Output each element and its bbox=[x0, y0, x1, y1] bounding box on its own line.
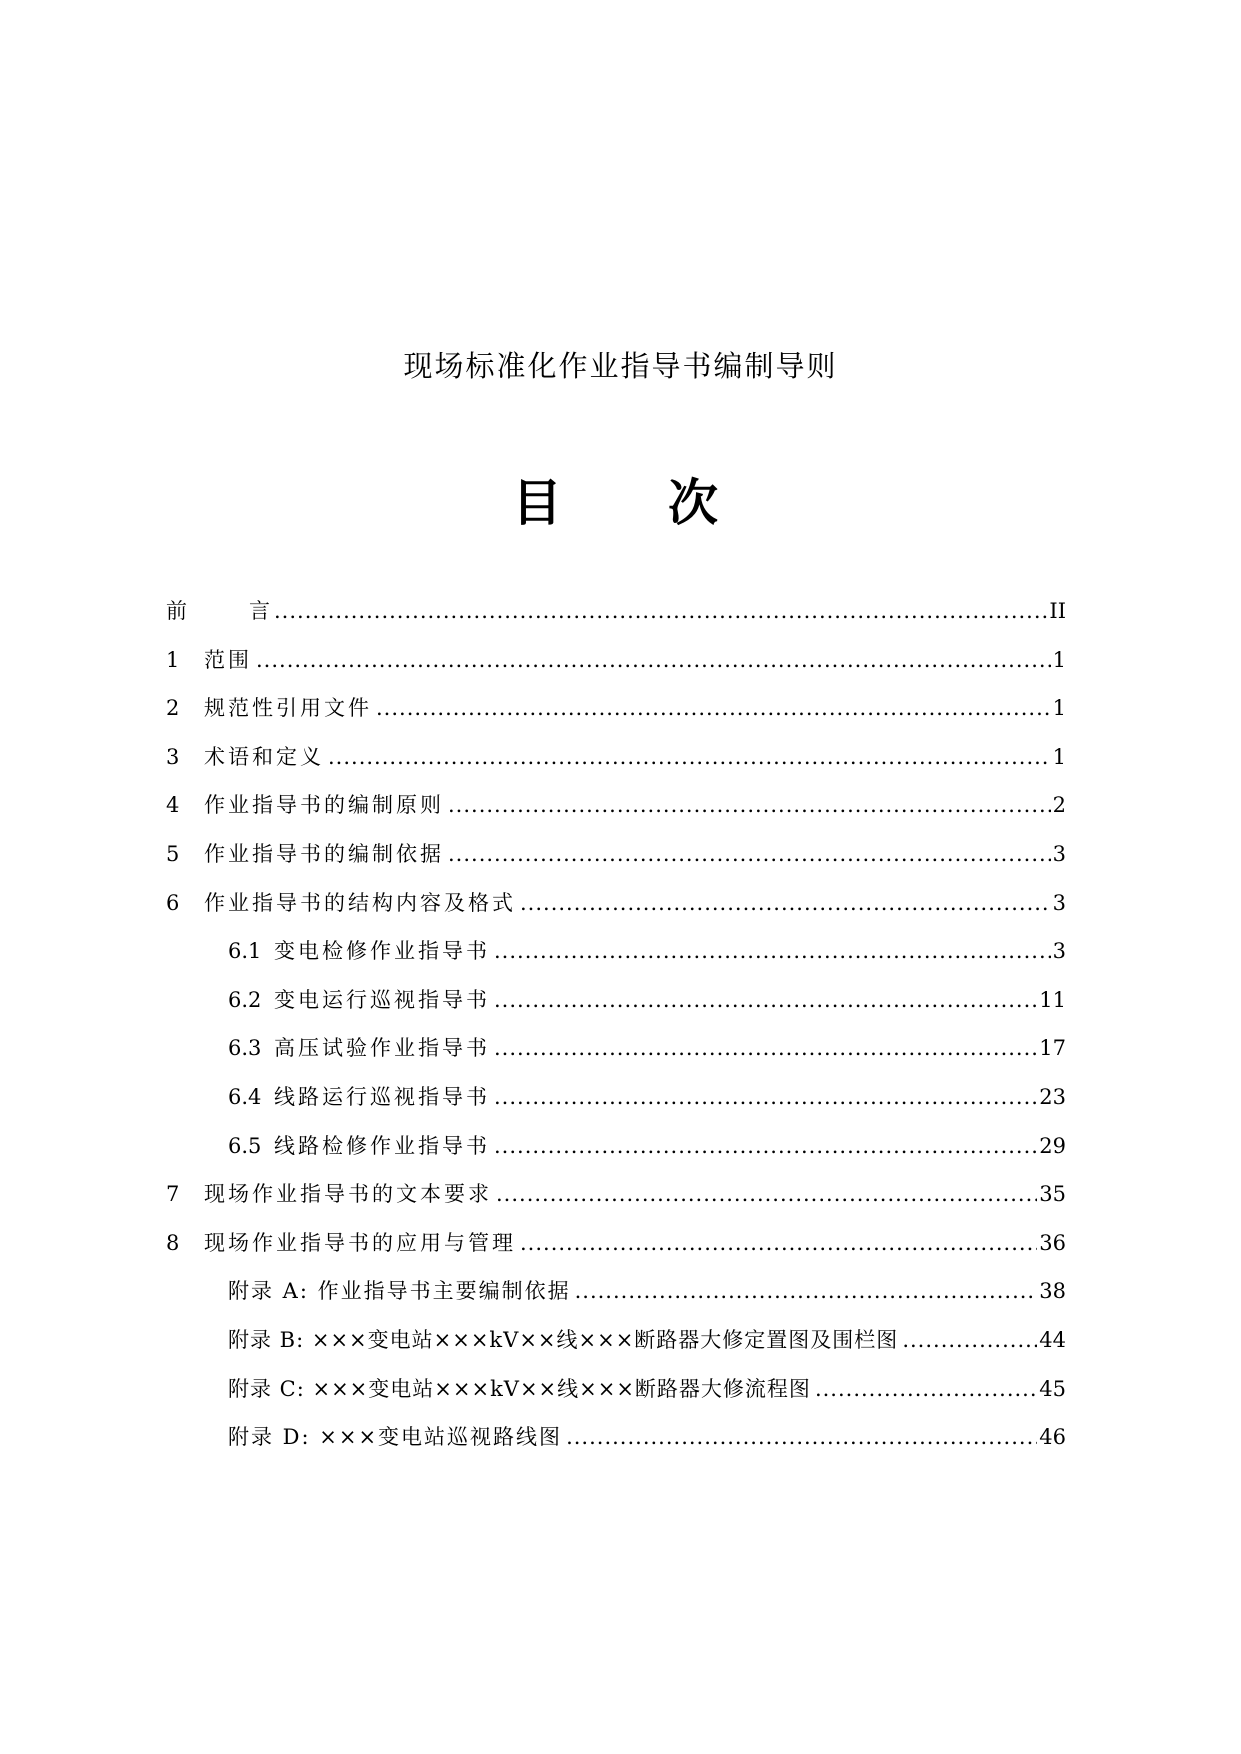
toc-entry-page: 3 bbox=[1052, 890, 1066, 915]
toc-leader-dots bbox=[496, 1182, 1037, 1206]
toc-entry-label: 作业指导书的编制原则 bbox=[204, 793, 444, 818]
toc-entry-page: 45 bbox=[1039, 1376, 1066, 1401]
document-title: 现场标准化作业指导书编制导则 bbox=[403, 349, 838, 383]
toc-entry-page: 1 bbox=[1052, 696, 1066, 721]
toc-entry-page: 17 bbox=[1039, 1036, 1066, 1061]
toc-heading-char-1: 目 bbox=[512, 474, 562, 532]
toc-leader-dots bbox=[902, 1328, 1037, 1352]
table-of-contents bbox=[166, 595, 1066, 1470]
toc-entry-label: 前 言 bbox=[166, 599, 270, 623]
toc-entry-number: 5 bbox=[166, 841, 180, 866]
toc-entry[interactable] bbox=[166, 789, 1066, 838]
toc-entry-preface[interactable] bbox=[166, 595, 1066, 644]
toc-appendix-entry[interactable] bbox=[166, 1324, 1066, 1373]
toc-entry-label: 变电运行巡视指导书 bbox=[274, 987, 490, 1012]
toc-subentry[interactable] bbox=[166, 984, 1066, 1033]
toc-entry-label: 作业指导书的编制依据 bbox=[204, 841, 444, 866]
toc-leader-dots bbox=[256, 648, 1051, 672]
toc-entry-page: 29 bbox=[1039, 1133, 1066, 1158]
toc-entry-label: 现场作业指导书的应用与管理 bbox=[204, 1230, 516, 1255]
toc-entry-number: 4 bbox=[166, 793, 180, 818]
toc-entry-label: 附录 D: ×××变电站巡视路线图 bbox=[228, 1425, 563, 1450]
toc-entry-label: 作业指导书的结构内容及格式 bbox=[204, 890, 516, 915]
toc-entry-page: 46 bbox=[1039, 1425, 1066, 1450]
toc-leader-dots bbox=[448, 842, 1051, 866]
toc-entry[interactable] bbox=[166, 741, 1066, 790]
toc-entry-number: 6 bbox=[166, 890, 180, 915]
toc-entry-label: 规范性引用文件 bbox=[204, 696, 372, 721]
toc-leader-dots bbox=[520, 1231, 1037, 1255]
toc-entry-number: 6.1 bbox=[228, 939, 262, 964]
toc-leader-dots bbox=[520, 891, 1051, 915]
toc-subentry[interactable] bbox=[166, 935, 1066, 984]
toc-entry-page: 44 bbox=[1039, 1327, 1066, 1352]
toc-leader-dots bbox=[494, 1134, 1037, 1158]
toc-entry-page: 11 bbox=[1039, 987, 1066, 1012]
toc-leader-dots bbox=[575, 1279, 1038, 1303]
toc-entry-page: 1 bbox=[1052, 647, 1066, 672]
toc-entry-number: 6.3 bbox=[228, 1036, 262, 1061]
toc-entry-label: 术语和定义 bbox=[204, 744, 324, 769]
toc-entry-label: 附录 A: 作业指导书主要编制依据 bbox=[228, 1279, 571, 1304]
toc-entry-page: 23 bbox=[1039, 1084, 1066, 1109]
toc-entry[interactable] bbox=[166, 1227, 1066, 1276]
toc-entry-page: 35 bbox=[1039, 1182, 1066, 1207]
toc-appendix-entry[interactable] bbox=[166, 1275, 1066, 1324]
toc-entry-number: 8 bbox=[166, 1230, 180, 1255]
toc-leader-dots bbox=[494, 1036, 1037, 1060]
toc-entry[interactable] bbox=[166, 644, 1066, 693]
toc-entry-number: 1 bbox=[166, 647, 180, 672]
toc-leader-dots bbox=[494, 988, 1037, 1012]
toc-entry-number: 7 bbox=[166, 1182, 180, 1207]
toc-heading-char-2: 次 bbox=[668, 474, 718, 532]
toc-appendix-entry[interactable] bbox=[166, 1421, 1066, 1470]
toc-entry-number: 2 bbox=[166, 696, 180, 721]
toc-subentry[interactable] bbox=[166, 1081, 1066, 1130]
toc-entry[interactable] bbox=[166, 887, 1066, 936]
toc-entry-page: 3 bbox=[1052, 939, 1066, 964]
toc-entry-label: 线路运行巡视指导书 bbox=[274, 1084, 490, 1109]
toc-leader-dots bbox=[494, 939, 1051, 963]
toc-entry-page: 2 bbox=[1052, 793, 1066, 818]
toc-leader-dots bbox=[328, 745, 1051, 769]
toc-entry-number: 3 bbox=[166, 744, 180, 769]
toc-subentry[interactable] bbox=[166, 1130, 1066, 1179]
toc-entry-label: 附录 C: ×××变电站×××kV××线×××断路器大修流程图 bbox=[228, 1376, 811, 1401]
toc-entry-page: 36 bbox=[1039, 1230, 1066, 1255]
toc-entry-page: 38 bbox=[1039, 1279, 1066, 1304]
toc-entry-label: 变电检修作业指导书 bbox=[274, 939, 490, 964]
toc-entry-label: 现场作业指导书的文本要求 bbox=[204, 1182, 492, 1207]
toc-entry[interactable] bbox=[166, 1178, 1066, 1227]
toc-entry-label: 范围 bbox=[204, 647, 252, 672]
toc-entry-number: 6.2 bbox=[228, 987, 262, 1012]
toc-appendix-entry[interactable] bbox=[166, 1373, 1066, 1422]
toc-entry-number: 6.4 bbox=[228, 1084, 262, 1109]
toc-entry-label: 高压试验作业指导书 bbox=[274, 1036, 490, 1061]
toc-entry-page: 1 bbox=[1052, 744, 1066, 769]
toc-entry[interactable] bbox=[166, 838, 1066, 887]
toc-entry-label: 附录 B: ×××变电站×××kV××线×××断路器大修定置图及围栏图 bbox=[228, 1327, 899, 1352]
toc-entry-number: 6.5 bbox=[228, 1133, 262, 1158]
toc-leader-dots bbox=[494, 1085, 1037, 1109]
toc-leader-dots bbox=[448, 793, 1051, 817]
toc-entry-page: 3 bbox=[1052, 841, 1066, 866]
toc-entry-page: II bbox=[1049, 599, 1066, 623]
toc-subentry[interactable] bbox=[166, 1032, 1066, 1081]
toc-leader-dots bbox=[566, 1425, 1037, 1449]
toc-entry-label: 线路检修作业指导书 bbox=[274, 1133, 490, 1158]
toc-leader-dots bbox=[376, 696, 1051, 720]
toc-leader-dots bbox=[274, 599, 1047, 623]
toc-leader-dots bbox=[815, 1377, 1037, 1401]
toc-entry[interactable] bbox=[166, 692, 1066, 741]
